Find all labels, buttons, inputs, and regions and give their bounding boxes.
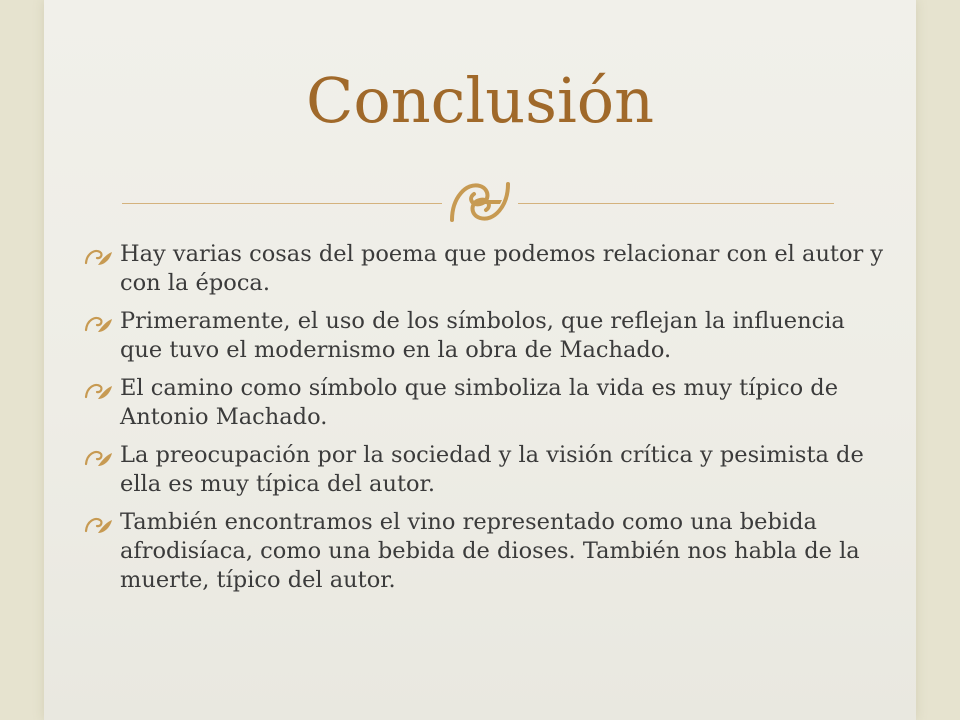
curled-leaf-bullet-icon [84,380,114,402]
swirl-ornament-icon [446,172,514,232]
bullet-text: Primeramente, el uso de los símbolos, que reflejan la influencia que tuvo el modernismo en la obra de Machado. [120,308,845,363]
curled-leaf-bullet-icon [84,447,114,469]
bullet-list [84,240,884,604]
bullet-item [84,374,884,432]
curled-leaf-bullet-icon [84,514,114,536]
bullet-text: Hay varias cosas del poema que podemos relacionar con el autor y con la época. [120,241,884,296]
slide-title: Conclusión [305,64,655,137]
bullet-item [84,240,884,298]
bullet-text: El camino como símbolo que simboliza la vida es muy típico de Antonio Machado. [120,375,839,430]
title-divider-right [518,203,834,204]
bullet-text: También encontramos el vino representado como una bebida afrodisíaca, como una bebida de dioses. También nos habla de la muerte, típico del autor. [120,509,860,593]
title-divider-left [122,203,442,204]
curled-leaf-bullet-icon [84,313,114,335]
bullet-item [84,441,884,499]
bullet-text: La preocupación por la sociedad y la visión crítica y pesimista de ella es muy típica del autor. [120,442,864,497]
bullet-item [84,307,884,365]
curled-leaf-bullet-icon [84,246,114,268]
bullet-item [84,508,884,595]
